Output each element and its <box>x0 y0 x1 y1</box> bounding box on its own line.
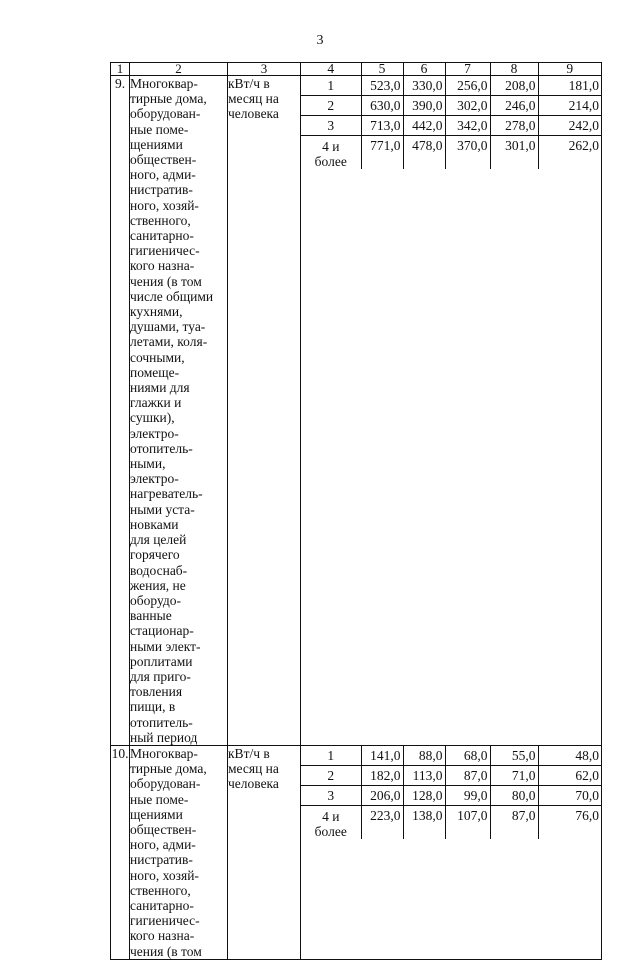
object-description <box>130 76 228 746</box>
column-number: 4 <box>327 61 335 76</box>
norm-value: 342,0 <box>445 116 490 136</box>
persons-count-line: более <box>314 154 347 169</box>
norm-value: 113,0 <box>403 765 445 785</box>
norm-value: 370,0 <box>445 136 490 170</box>
description-line: кого назна- <box>130 258 195 274</box>
household-size-row <box>301 765 601 785</box>
norm-value: 278,0 <box>490 116 538 136</box>
norm-value: 246,0 <box>490 96 538 116</box>
description-line: помеще- <box>130 364 180 380</box>
norm-value: 330,0 <box>403 76 445 96</box>
description-line: жения, не <box>130 577 186 593</box>
unit-line: месяц на <box>228 761 279 777</box>
description-line: нагреватель- <box>130 486 203 502</box>
norm-value: 771,0 <box>361 136 403 170</box>
row-number: 9. <box>111 76 130 746</box>
persons-count <box>301 116 361 136</box>
persons-count <box>301 96 361 116</box>
description-line: ные поме- <box>130 791 189 807</box>
persons-count-line: 4 и <box>322 808 340 824</box>
description-line: товления <box>130 684 183 700</box>
persons-count <box>301 746 361 766</box>
description-line: роплитами <box>130 653 193 669</box>
description-line: оборудован- <box>130 106 201 122</box>
description-line: сушки), <box>130 410 175 426</box>
description-line: кухнями, <box>130 304 183 320</box>
norm-value: 223,0 <box>361 805 403 839</box>
unit-of-measure <box>228 76 301 746</box>
description-line: пищи, в <box>130 699 176 715</box>
norm-value: 141,0 <box>361 746 403 766</box>
description-line: ванные <box>130 608 172 624</box>
description-line: числе общими <box>130 288 214 304</box>
norm-value: 107,0 <box>445 805 490 839</box>
persons-count-line: более <box>314 823 347 839</box>
norm-value: 87,0 <box>490 805 538 839</box>
norm-value: 208,0 <box>490 76 538 96</box>
description-line: летами, коля- <box>130 334 208 350</box>
column-number: 9 <box>538 63 601 75</box>
description-line: Многоквар- <box>130 76 198 91</box>
description-line: щениями <box>130 806 183 822</box>
persons-count-line: 4 и <box>322 139 340 154</box>
column-number-row <box>111 63 602 76</box>
description-line: нистратив- <box>130 182 193 198</box>
description-line: оборудо- <box>130 592 181 608</box>
unit-line: человека <box>228 106 279 122</box>
unit-line: месяц на <box>228 91 279 107</box>
description-line: отопитель- <box>130 714 193 730</box>
household-size-row <box>301 785 601 805</box>
norm-value: 181,0 <box>538 76 601 96</box>
norm-value: 214,0 <box>538 96 601 116</box>
description-line: отопитель- <box>130 440 193 456</box>
column-number-group <box>301 63 602 76</box>
norm-value: 630,0 <box>361 96 403 116</box>
norm-value: 206,0 <box>361 785 403 805</box>
persons-count-line: 2 <box>327 98 335 113</box>
norm-value: 55,0 <box>490 746 538 766</box>
norm-value: 478,0 <box>403 136 445 170</box>
norm-value: 80,0 <box>490 785 538 805</box>
column-number: 2 <box>130 63 228 76</box>
column-number: 3 <box>228 63 301 76</box>
column-number: 1 <box>111 63 130 76</box>
description-line: ного, хозяй- <box>130 867 199 883</box>
page-number: 3 <box>316 33 324 48</box>
description-line: ниями для <box>130 380 190 396</box>
unit-line: кВт/ч в <box>228 745 270 761</box>
norm-value: 99,0 <box>445 785 490 805</box>
norm-value: 48,0 <box>538 746 601 766</box>
description-line: санитарно- <box>130 897 194 913</box>
column-number: 7 <box>445 63 490 75</box>
consumption-norms-table <box>110 62 602 960</box>
description-line: водоснаб- <box>130 562 188 578</box>
description-line: кого назна- <box>130 928 195 944</box>
description-line: ственного, <box>130 212 191 228</box>
description-line: горячего <box>130 547 180 563</box>
norm-value: 442,0 <box>403 116 445 136</box>
persons-count-line: 1 <box>327 78 335 93</box>
description-line: для приго- <box>130 668 191 684</box>
description-line: сочными, <box>130 349 185 365</box>
norm-value: 138,0 <box>403 805 445 839</box>
description-line: стационар- <box>130 623 194 639</box>
norm-values <box>301 76 602 746</box>
description-line: обществен- <box>130 821 197 837</box>
description-line: гигиеничес- <box>130 243 200 259</box>
description-line: новками <box>130 516 179 532</box>
unit-line: кВт/ч в <box>228 76 270 91</box>
description-line: ные поме- <box>130 121 189 137</box>
household-size-row <box>301 136 601 170</box>
norm-value: 76,0 <box>538 805 601 839</box>
norm-value: 262,0 <box>538 136 601 170</box>
object-description <box>130 745 228 959</box>
description-line: ственного, <box>130 882 191 898</box>
description-line: глажки и <box>130 395 182 411</box>
household-size-row <box>301 746 601 766</box>
description-line: чения (в том <box>130 273 202 289</box>
norm-value: 70,0 <box>538 785 601 805</box>
norm-value: 713,0 <box>361 116 403 136</box>
norm-values <box>301 745 602 959</box>
norm-value: 128,0 <box>403 785 445 805</box>
unit-of-measure <box>228 745 301 959</box>
household-size-row <box>301 805 601 839</box>
norm-value: 390,0 <box>403 96 445 116</box>
column-number: 5 <box>361 63 403 75</box>
description-line: ными, <box>130 456 166 472</box>
description-line: электро- <box>130 425 179 441</box>
persons-count-line: 3 <box>327 787 335 803</box>
description-line: ного, адми- <box>130 837 196 853</box>
persons-count-line: 3 <box>327 118 335 133</box>
persons-count <box>301 805 361 839</box>
description-line: чения (в том <box>130 943 202 959</box>
norm-value: 523,0 <box>361 76 403 96</box>
description-line: нистратив- <box>130 852 193 868</box>
norm-value: 301,0 <box>490 136 538 170</box>
description-line: санитарно- <box>130 228 194 244</box>
description-line: ный период <box>130 729 198 745</box>
household-size-row <box>301 76 601 96</box>
persons-count <box>301 765 361 785</box>
norm-value: 62,0 <box>538 765 601 785</box>
description-line: для целей <box>130 532 187 548</box>
norm-value: 256,0 <box>445 76 490 96</box>
description-line: щениями <box>130 136 183 152</box>
description-line: Многоквар- <box>130 745 198 761</box>
norm-value: 71,0 <box>490 765 538 785</box>
persons-count-line: 1 <box>327 747 335 763</box>
column-number: 6 <box>403 63 445 75</box>
persons-count <box>301 76 361 96</box>
description-line: тирные дома, <box>130 761 207 777</box>
persons-count-line: 2 <box>327 767 335 783</box>
description-line: ными уста- <box>130 501 195 517</box>
column-number: 8 <box>490 63 538 75</box>
norm-value: 87,0 <box>445 765 490 785</box>
description-line: обществен- <box>130 152 197 168</box>
persons-count <box>301 785 361 805</box>
description-line: душами, туа- <box>130 319 206 335</box>
norm-value: 88,0 <box>403 746 445 766</box>
household-size-row <box>301 96 601 116</box>
row-number: 10. <box>111 745 130 959</box>
unit-line: человека <box>228 776 279 792</box>
description-line: электро- <box>130 471 179 487</box>
table-row-10 <box>111 745 602 959</box>
persons-count <box>301 136 361 170</box>
household-size-row <box>301 116 601 136</box>
norm-value: 242,0 <box>538 116 601 136</box>
description-line: ного, хозяй- <box>130 197 199 213</box>
description-line: ными элект- <box>130 638 201 654</box>
description-line: гигиеничес- <box>130 913 200 929</box>
norm-value: 302,0 <box>445 96 490 116</box>
table-row-9 <box>111 76 602 746</box>
description-line: тирные дома, <box>130 91 207 107</box>
norm-value: 182,0 <box>361 765 403 785</box>
description-line: оборудован- <box>130 776 201 792</box>
description-line: ного, адми- <box>130 167 196 183</box>
norm-value: 68,0 <box>445 746 490 766</box>
